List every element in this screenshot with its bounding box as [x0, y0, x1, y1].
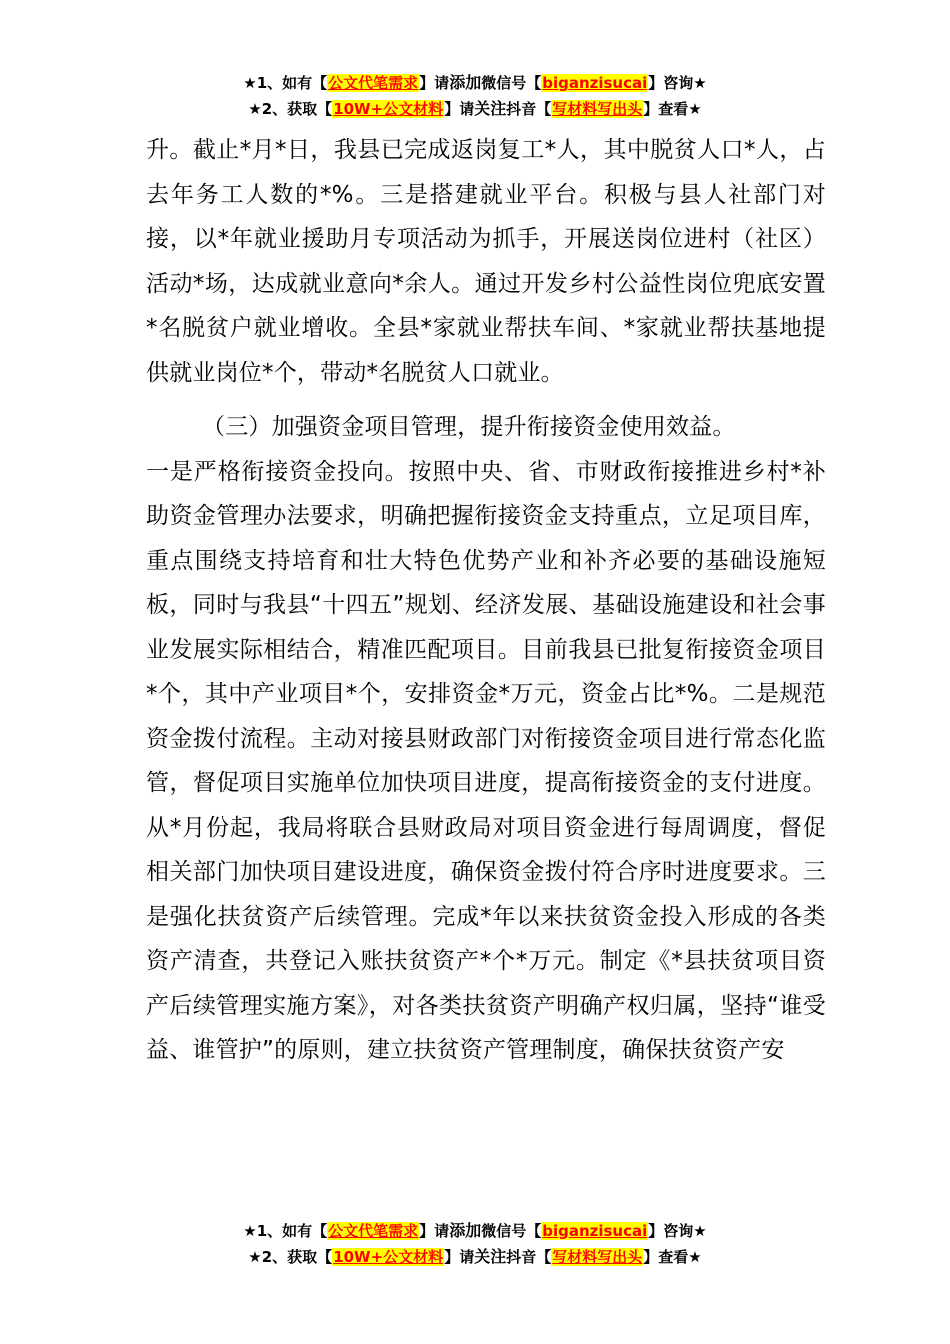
promo-highlight-douyin: 写材料写出头: [552, 1248, 643, 1266]
promo-highlight-materials: 10W+公文材料: [333, 1248, 444, 1266]
promo-highlight-service: 公文代笔需求: [328, 74, 419, 92]
header-promo-banner: [0, 70, 950, 122]
promo-highlight-wechat-id: biganzisucai: [542, 74, 648, 92]
paragraph-funds: 一是严格衔接资金投向。按照中央、省、市财政衔接推进乡村*补助资金管理办法要求，明确把握衔接资金支持重点，立足项目库，重点围绕支持培育和壮大特色优势产业和补齐必要的基础设施短板，同时与我县“十四五”规划、经济发展、基础设施建设和社会事业发展实际相结合，精准匹配项目。目前我县已批复衔接资金项目*个，其中产业项目*个，安排资金*万元，资金占比*%。二是规范资金拨付流程。主动对接县财政部门对衔接资金项目进行常态化监管，督促项目实施单位加快项目进度，提高衔接资金的支付进度。从*月份起，我局将联合县财政局对项目资金进行每周调度，督促相关部门加快项目建设进度，确保资金拨付符合序时进度要求。三是强化扶贫资产后续管理。完成*年以来扶贫资金投入形成的各类资产清查，共登记入账扶贫资产*个*万元。制定《*县扶贫项目资产后续管理实施方案》，对各类扶贫资产明确产权归属，坚持“谁受益、谁管护”的原则，建立扶贫资产管理制度，确保扶贫资产安: [146, 458, 826, 1063]
document-body: [146, 128, 826, 1073]
paragraph-employment: 升。截止*月*日，我县已完成返岗复工*人，其中脱贫人口*人，占去年务工人数的*%。三是搭建就业平台。积极与县人社部门对接，以*年就业援助月专项活动为抓手，开展送岗位进村（社区）活动*场，达成就业意向*余人。通过开发乡村公益性岗位兜底安置*名脱贫户就业增收。全县*家就业帮扶车间、*家就业帮扶基地提供就业岗位*个，带动*名脱贫人口就业。: [146, 137, 826, 386]
promo-line-1: ★1、如有【公文代笔需求】请添加微信号【biganzisucai】咨询★: [243, 1221, 707, 1240]
footer-promo-banner: [0, 1218, 950, 1270]
promo-highlight-wechat-id: biganzisucai: [542, 1222, 648, 1240]
promo-highlight-service: 公文代笔需求: [328, 1222, 419, 1240]
promo-line-2: ★2、获取【10W+公文材料】请关注抖音【写材料写出头】查看★: [248, 99, 702, 118]
section-heading-funds: （三）加强资金项目管理，提升衔接资金使用效益。: [202, 414, 736, 440]
promo-highlight-douyin: 写材料写出头: [552, 100, 643, 118]
promo-highlight-materials: 10W+公文材料: [333, 100, 444, 118]
promo-line-2: ★2、获取【10W+公文材料】请关注抖音【写材料写出头】查看★: [248, 1247, 702, 1266]
promo-line-1: ★1、如有【公文代笔需求】请添加微信号【biganzisucai】咨询★: [243, 73, 707, 92]
